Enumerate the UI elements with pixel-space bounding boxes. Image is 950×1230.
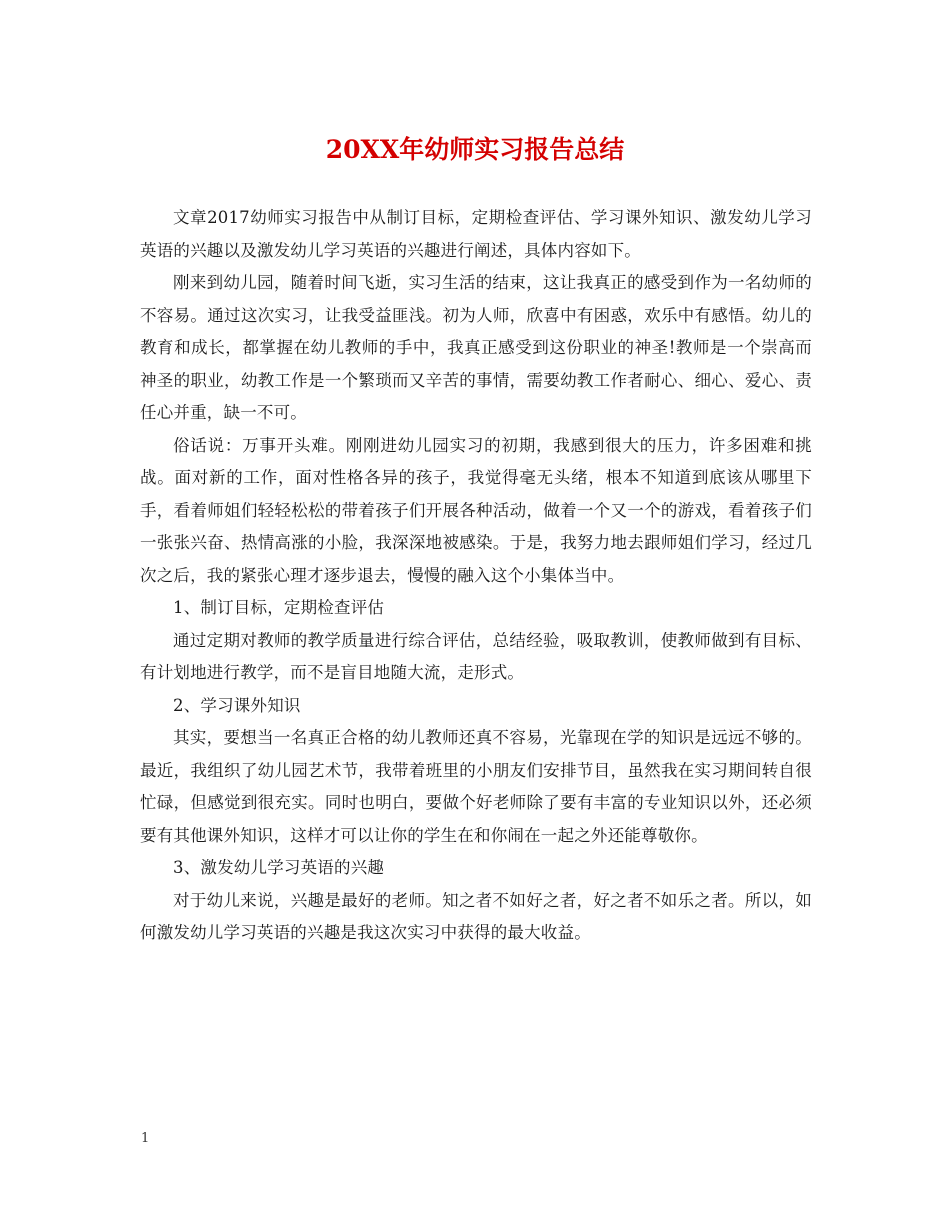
paragraph-section-2: 其实，要想当一名真正合格的幼儿教师还真不容易，光靠现在学的知识是远远不够的。最近，我组织了幼儿园艺术节，我带着班里的小朋友们安排节目，虽然我在实习期间转自很忙碌，但感觉到很充实。同时也明白，要做个好老师除了要有丰富的专业知识以外，还必须要有其他课外知识，这样才可以让你的学生在和你闹在一起之外还能尊敬你。 — [140, 728, 812, 845]
paragraph-section-1: 通过定期对教师的教学质量进行综合评估，总结经验，吸取教训，使教师做到有目标、有计划地进行教学，而不是盲目地随大流，走形式。 — [140, 630, 812, 682]
section-heading-3: 3、激发幼儿学习英语的兴趣 — [173, 858, 385, 877]
page-number: 1 — [141, 1131, 150, 1146]
paragraph-intro: 文章2017幼师实习报告中从制订目标，定期检查评估、学习课外知识、激发幼儿学习英语的兴趣以及激发幼儿学习英语的兴趣进行阐述，具体内容如下。 — [140, 208, 812, 260]
document-body — [140, 202, 812, 950]
paragraph-arrival: 刚来到幼儿园，随着时间飞逝，实习生活的结束，这让我真正的感受到作为一名幼师的不容易。通过这次实习，让我受益匪浅。初为人师，欣喜中有困惑，欢乐中有感悟。幼儿的教育和成长，都掌握在幼儿教师的手中，我真正感受到这份职业的神圣!教师是一个崇高而神圣的职业，幼教工作是一个繁琐而又辛苦的事情，需要幼教工作者耐心、细心、爱心、责任心并重，缺一不可。 — [140, 273, 812, 422]
section-heading-1: 1、制订目标，定期检查评估 — [173, 598, 385, 617]
section-heading-2: 2、学习课外知识 — [173, 695, 301, 715]
document-title: 20XX年幼师实习报告总结 — [325, 135, 625, 164]
paragraph-beginning: 俗话说：万事开头难。刚刚进幼儿园实习的初期，我感到很大的压力，许多困难和挑战。面对新的工作，面对性格各异的孩子，我觉得毫无头绪，根本不知道到底该从哪里下手，看着师姐们轻轻松松的带着孩子们开展各种活动，做着一个又一个的游戏，看着孩子们一张张兴奋、热情高涨的小脸，我深深地被感染。于是，我努力地去跟师姐们学习，经过几次之后，我的紧张心理才逐步退去，慢慢的融入这个小集体当中。 — [140, 435, 812, 585]
paragraph-section-3: 对于幼儿来说，兴趣是最好的老师。知之者不如好之者，好之者不如乐之者。所以，如何激发幼儿学习英语的兴趣是我这次实习中获得的最大收益。 — [140, 890, 812, 942]
